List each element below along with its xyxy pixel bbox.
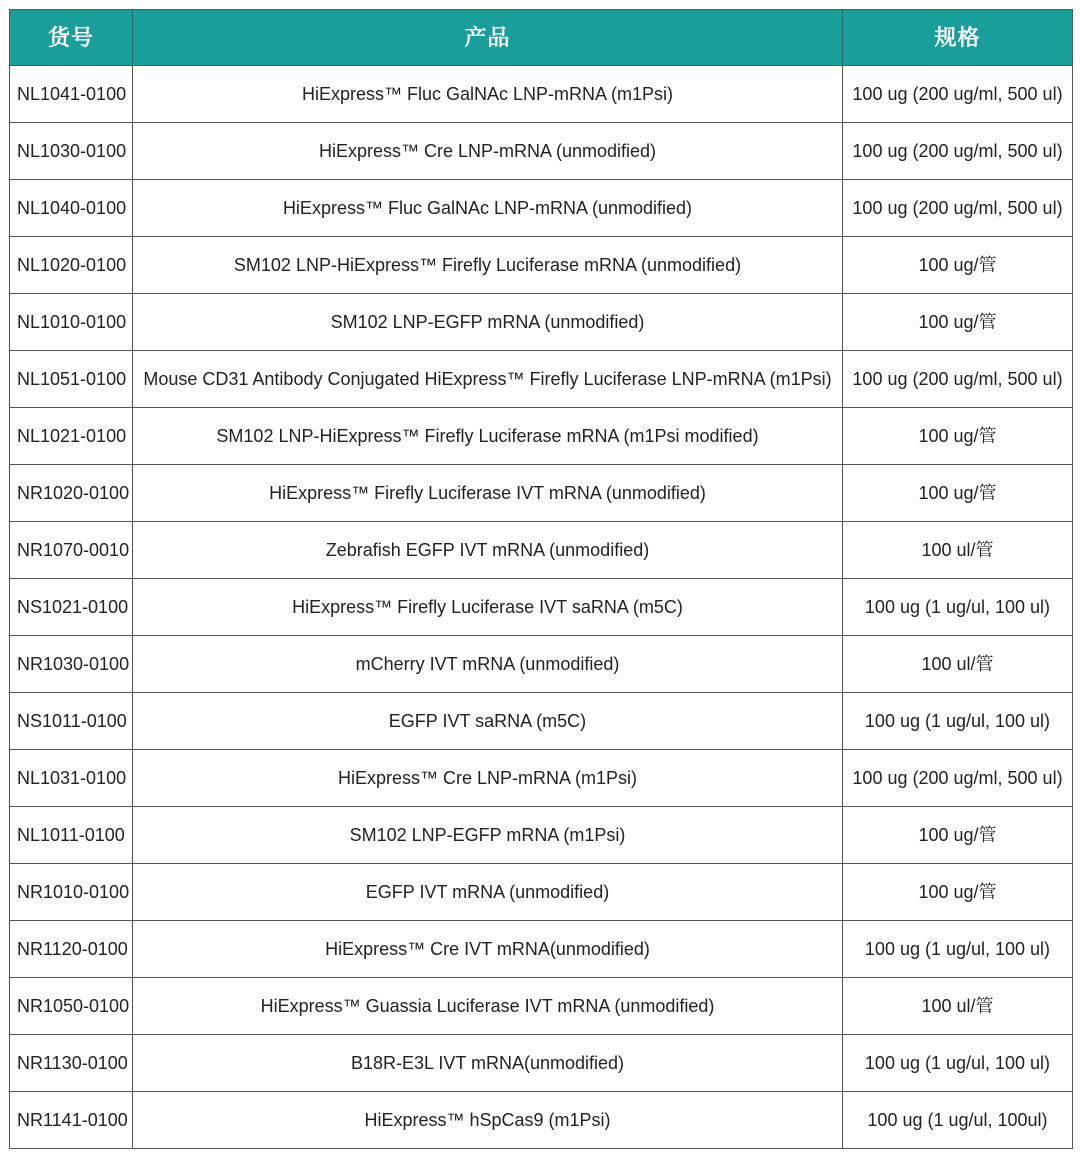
cell-code: NS1021-0100 (10, 579, 133, 636)
cell-product: mCherry IVT mRNA (unmodified) (133, 636, 843, 693)
cell-code: NL1041-0100 (10, 66, 133, 123)
cell-code: NL1040-0100 (10, 180, 133, 237)
header-product: 产品 (133, 10, 843, 66)
cell-product: HiExpress™ Firefly Luciferase IVT mRNA (unmodified) (133, 465, 843, 522)
cell-product: HiExpress™ Firefly Luciferase IVT saRNA (m5C) (133, 579, 843, 636)
cell-spec: 100 ug (200 ug/ml, 500 ul) (843, 123, 1073, 180)
table-row (10, 693, 1073, 750)
cell-spec: 100 ul/管 (843, 978, 1073, 1035)
cell-code: NR1020-0100 (10, 465, 133, 522)
cell-spec: 100 ug (1 ug/ul, 100 ul) (843, 921, 1073, 978)
cell-code: NR1010-0100 (10, 864, 133, 921)
cell-product: SM102 LNP-HiExpress™ Firefly Luciferase mRNA (unmodified) (133, 237, 843, 294)
cell-spec: 100 ug/管 (843, 465, 1073, 522)
cell-spec: 100 ug (1 ug/ul, 100ul) (843, 1092, 1073, 1149)
cell-product: HiExpress™ Cre LNP-mRNA (unmodified) (133, 123, 843, 180)
table-row (10, 921, 1073, 978)
table-row (10, 522, 1073, 579)
table-row (10, 579, 1073, 636)
header-code: 货号 (10, 10, 133, 66)
cell-product: SM102 LNP-EGFP mRNA (m1Psi) (133, 807, 843, 864)
cell-spec: 100 ug/管 (843, 807, 1073, 864)
cell-spec: 100 ug (200 ug/ml, 500 ul) (843, 750, 1073, 807)
cell-code: NL1010-0100 (10, 294, 133, 351)
table-row (10, 636, 1073, 693)
cell-code: NL1011-0100 (10, 807, 133, 864)
cell-code: NS1011-0100 (10, 693, 133, 750)
cell-spec: 100 ul/管 (843, 636, 1073, 693)
cell-product: EGFP IVT mRNA (unmodified) (133, 864, 843, 921)
cell-product: HiExpress™ Fluc GalNAc LNP-mRNA (unmodified) (133, 180, 843, 237)
cell-code: NR1070-0010 (10, 522, 133, 579)
cell-product: SM102 LNP-EGFP mRNA (unmodified) (133, 294, 843, 351)
table-row (10, 807, 1073, 864)
table-row (10, 66, 1073, 123)
cell-product: SM102 LNP-HiExpress™ Firefly Luciferase mRNA (m1Psi modified) (133, 408, 843, 465)
cell-code: NR1030-0100 (10, 636, 133, 693)
cell-code: NR1050-0100 (10, 978, 133, 1035)
cell-spec: 100 ug (200 ug/ml, 500 ul) (843, 351, 1073, 408)
cell-product: B18R-E3L IVT mRNA(unmodified) (133, 1035, 843, 1092)
cell-product: EGFP IVT saRNA (m5C) (133, 693, 843, 750)
table-row (10, 978, 1073, 1035)
cell-spec: 100 ul/管 (843, 522, 1073, 579)
cell-product: HiExpress™ Cre LNP-mRNA (m1Psi) (133, 750, 843, 807)
table-row (10, 408, 1073, 465)
cell-product: HiExpress™ Guassia Luciferase IVT mRNA (unmodified) (133, 978, 843, 1035)
cell-spec: 100 ug/管 (843, 237, 1073, 294)
table-row (10, 180, 1073, 237)
cell-code: NR1130-0100 (10, 1035, 133, 1092)
cell-spec: 100 ug/管 (843, 294, 1073, 351)
table-row (10, 237, 1073, 294)
table-header-row (10, 10, 1073, 66)
cell-product: Zebrafish EGFP IVT mRNA (unmodified) (133, 522, 843, 579)
cell-spec: 100 ug/管 (843, 408, 1073, 465)
cell-code: NR1120-0100 (10, 921, 133, 978)
header-spec: 规格 (843, 10, 1073, 66)
cell-spec: 100 ug (1 ug/ul, 100 ul) (843, 1035, 1073, 1092)
cell-spec: 100 ug/管 (843, 864, 1073, 921)
cell-code: NR1141-0100 (10, 1092, 133, 1149)
cell-code: NL1031-0100 (10, 750, 133, 807)
table-row (10, 750, 1073, 807)
table-row (10, 1092, 1073, 1149)
cell-code: NL1051-0100 (10, 351, 133, 408)
table-row (10, 864, 1073, 921)
table-row (10, 123, 1073, 180)
table-row (10, 1035, 1073, 1092)
cell-product: Mouse CD31 Antibody Conjugated HiExpress™ Firefly Luciferase LNP-mRNA (m1Psi) (133, 351, 843, 408)
cell-product: HiExpress™ Fluc GalNAc LNP-mRNA (m1Psi) (133, 66, 843, 123)
cell-code: NL1030-0100 (10, 123, 133, 180)
cell-spec: 100 ug (1 ug/ul, 100 ul) (843, 693, 1073, 750)
table-row (10, 465, 1073, 522)
cell-spec: 100 ug (200 ug/ml, 500 ul) (843, 180, 1073, 237)
table-body (10, 66, 1073, 1149)
cell-code: NL1021-0100 (10, 408, 133, 465)
cell-product: HiExpress™ Cre IVT mRNA(unmodified) (133, 921, 843, 978)
table-row (10, 351, 1073, 408)
cell-spec: 100 ug (1 ug/ul, 100 ul) (843, 579, 1073, 636)
cell-code: NL1020-0100 (10, 237, 133, 294)
table-row (10, 294, 1073, 351)
cell-spec: 100 ug (200 ug/ml, 500 ul) (843, 66, 1073, 123)
product-table (9, 9, 1073, 1149)
cell-product: HiExpress™ hSpCas9 (m1Psi) (133, 1092, 843, 1149)
